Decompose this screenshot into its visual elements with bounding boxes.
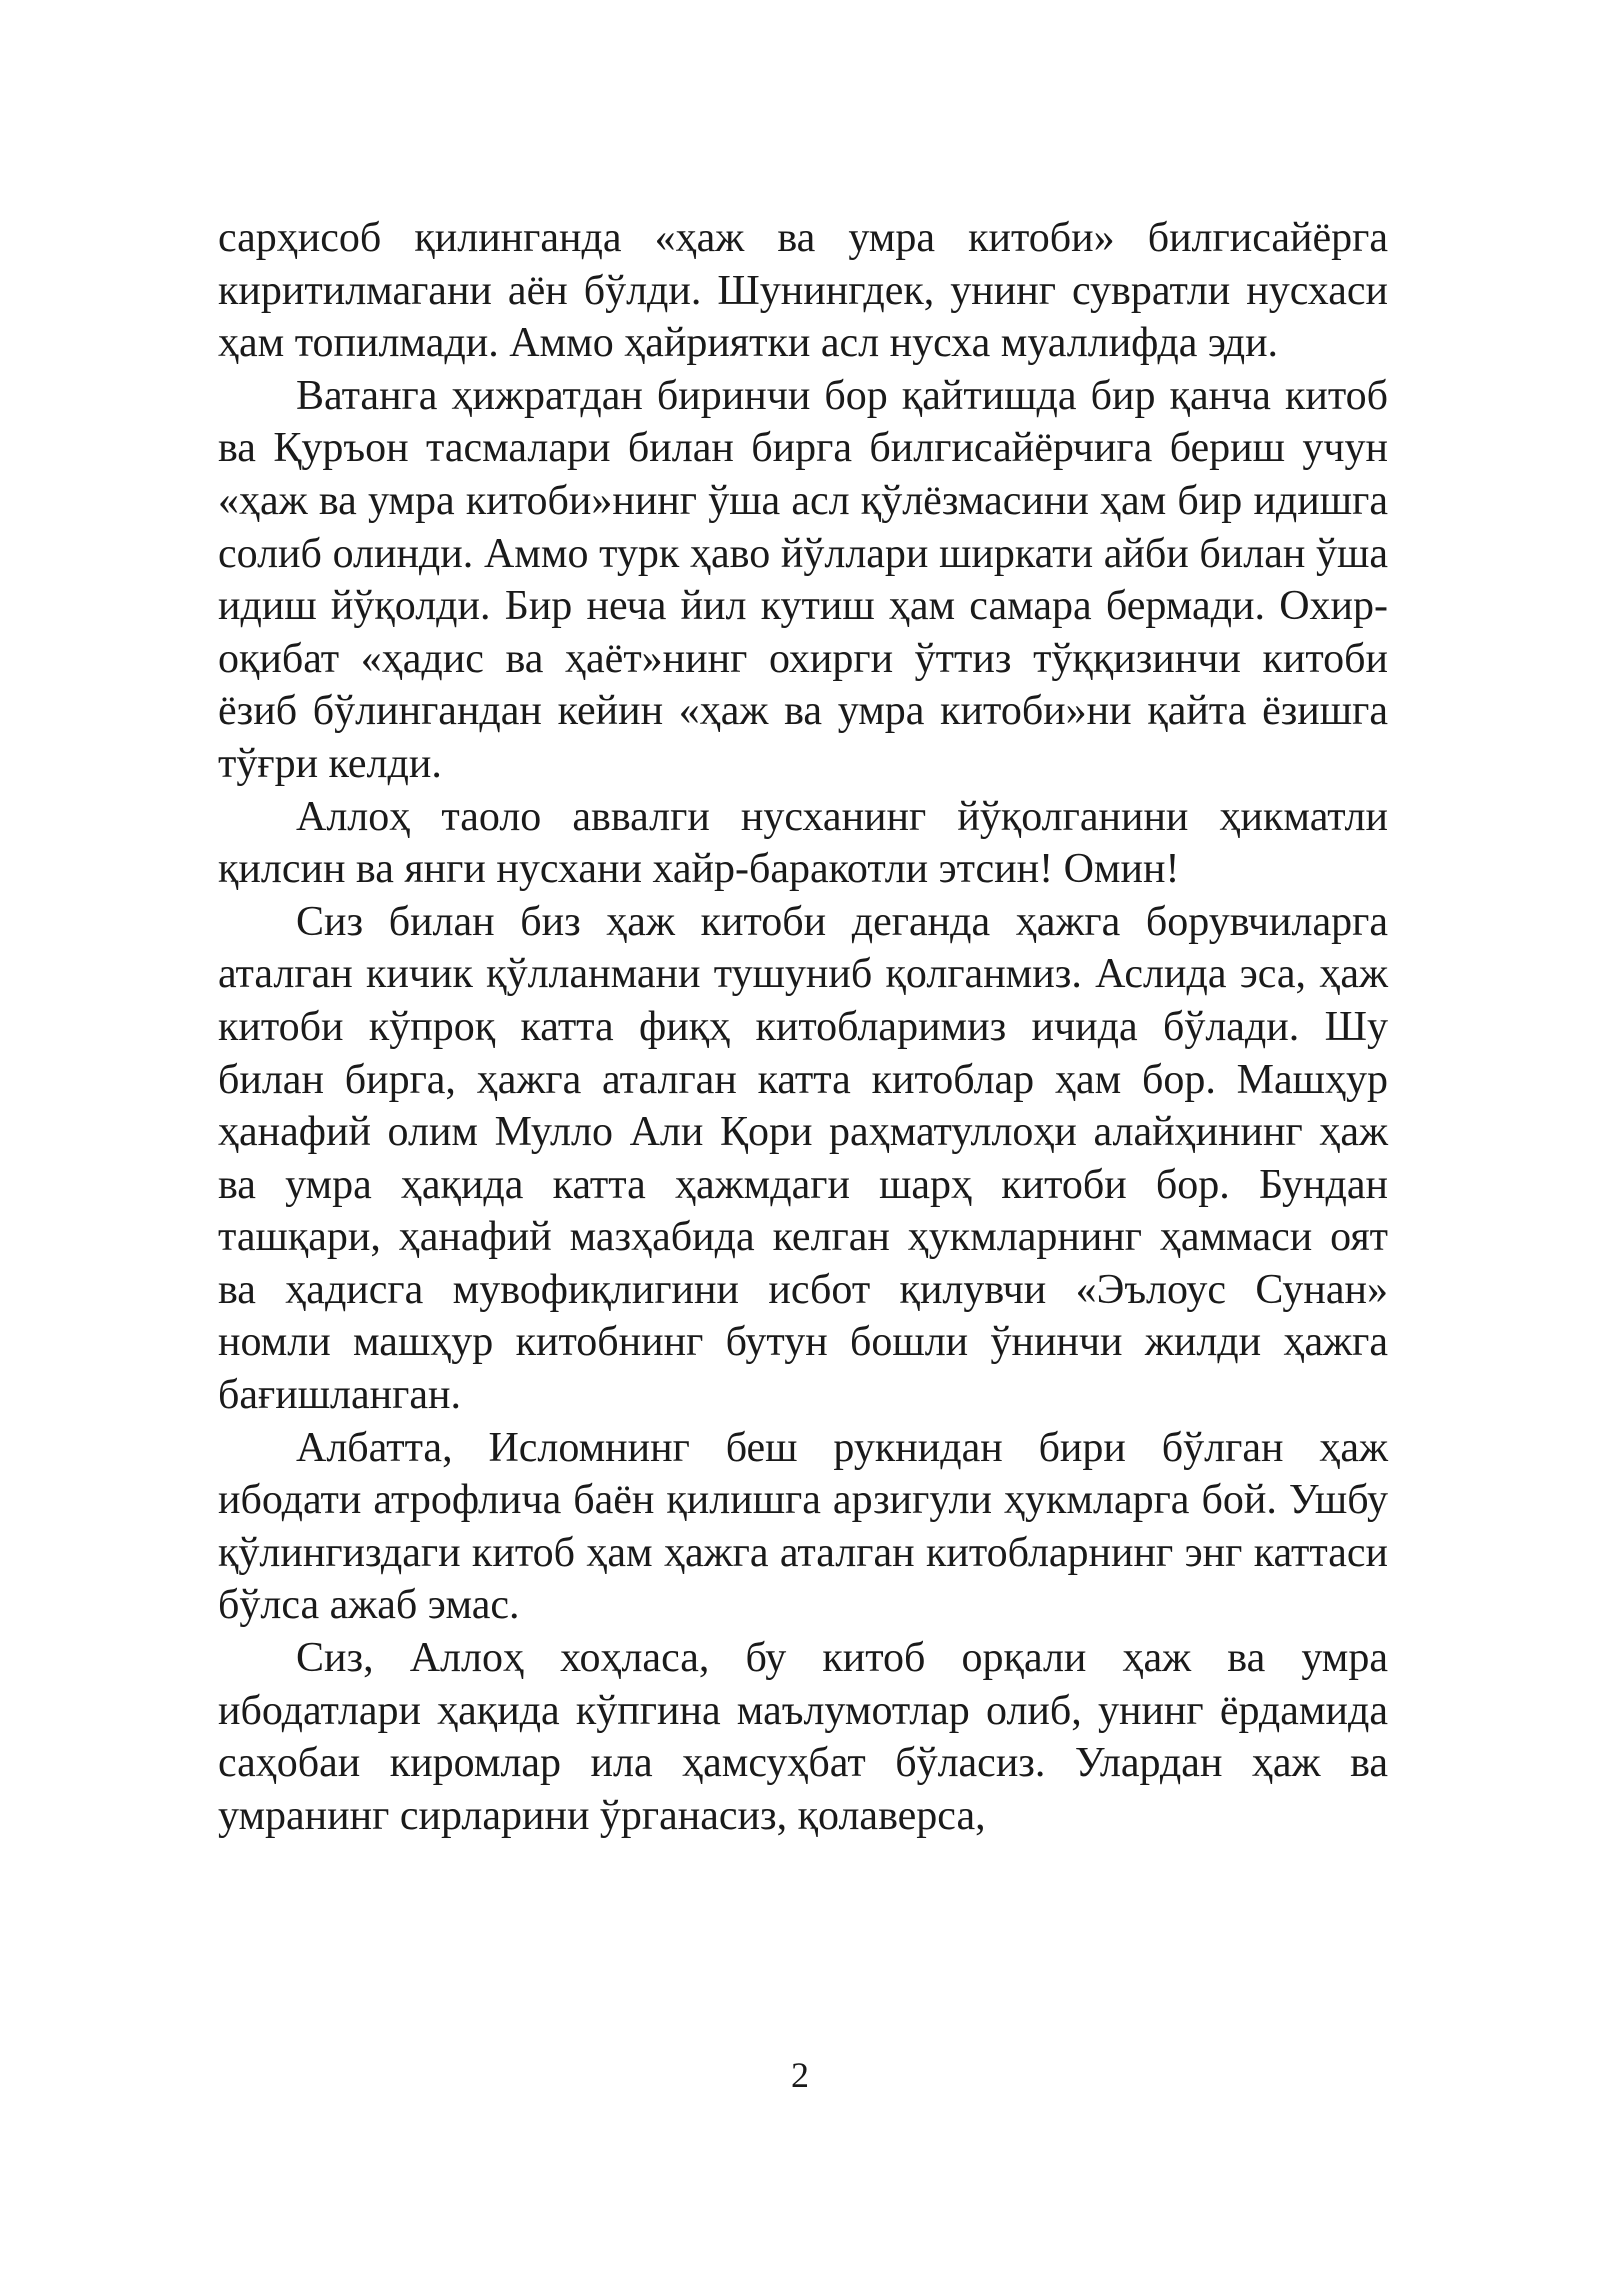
paragraph-prayer: Аллоҳ таоло аввалги нусханинг йўқолганини ҳикматли қилсин ва янги нусхани хайр-баракотли этсин! Омин! [218, 793, 1388, 893]
paragraph-continuation: сарҳисоб қилинганда «ҳаж ва умра китоби» билгисайёрга киритилмагани аён бўлди. Шунингдек, унинг сувратли нусхаси ҳам топилмади. Аммо ҳайриятки асл нусха муаллифда эди. [218, 215, 1388, 367]
document-page [218, 212, 1388, 1842]
page-number: 2 [791, 2055, 809, 2095]
paragraph-pillar-of-islam: Албатта, Исломнинг беш рукнидан бири бўлган ҳаж ибодати атрофлича баён қилишга арзигули ҳукмларга бой. Ушбу қўлингиздаги китоб ҳам ҳажга аталган китобларнинг энг каттаси бўлса ажаб эмас. [218, 1424, 1388, 1629]
paragraph-hajj-books: Сиз билан биз ҳаж китоби деганда ҳажга борувчиларга аталган кичик қўлланмани тушуниб қолганмиз. Аслида эса, ҳаж китоби кўпроқ катта фиқҳ китобларимиз ичида бўлади. Шу билан бирга, ҳажга аталган катта китоблар ҳам бор. Машҳур ҳанафий олим Мулло Али Қори раҳматуллоҳи алайҳининг ҳаж ва умра ҳақида катта ҳажмдаги шарҳ китоби бор. Бундан ташқари, ҳанафий мазҳабида келган ҳукмларнинг ҳаммаси оят ва ҳадисга мувофиқлигини исбот қилувчи «Эълоус Сунан» номли машҳур китобнинг бутун бошли ўнинчи жилди ҳажга бағишланган. [218, 898, 1388, 1419]
paragraph-lost-manuscript: Ватанга ҳижратдан биринчи бор қайтишда бир қанча китоб ва Қуръон тасмалари билан бирга билгисайёрчига бериш учун «ҳаж ва умра китоби»нинг ўша асл қўлёзмасини ҳам бир идишга солиб олинди. Аммо турк ҳаво йўллари ширкати айби билан ўша идиш йўқолди. Бир неча йил кутиш ҳам самара бермади. Охир-оқибат «ҳадис ва ҳаёт»нинг охирги ўттиз тўққизинчи китоби ёзиб бўлингандан кейин «ҳаж ва умра китоби»ни қайта ёзишга тўғри келди. [218, 372, 1388, 787]
paragraph-companions: Сиз, Аллоҳ хоҳласа, бу китоб орқали ҳаж ва умра ибодатлари ҳақида кўпгина маълумотлар олиб, унинг ёрдамида саҳобаи киромлар ила ҳамсуҳбат бўласиз. Улардан ҳаж ва умранинг сирларини ўрганасиз, қолаверса, [218, 1635, 1388, 1839]
